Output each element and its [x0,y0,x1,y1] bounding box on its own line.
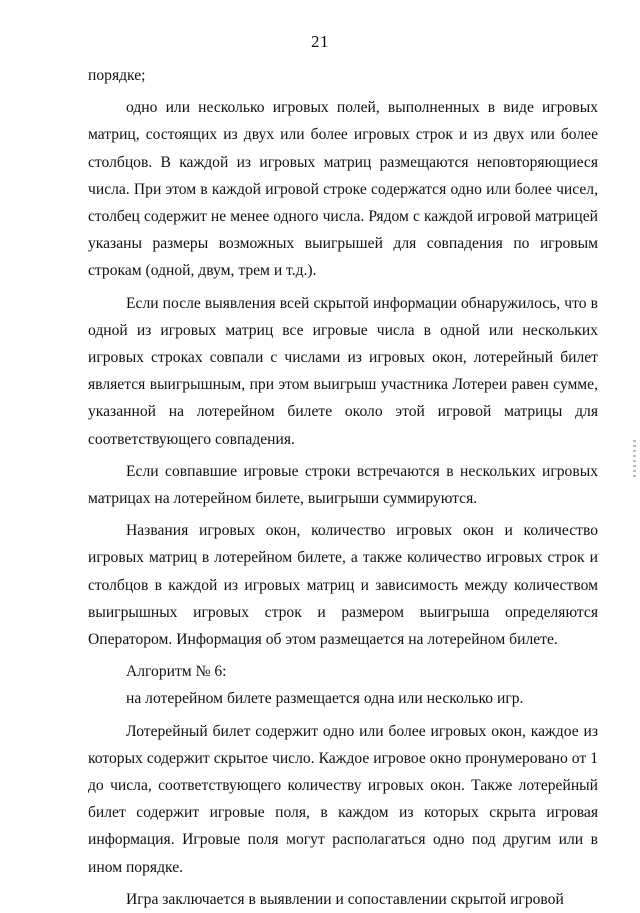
body-text [88,62,598,913]
paragraph: Игра заключается в выявлении и сопоставлении скрытой игровой [126,890,564,908]
paragraph: Если совпавшие игровые строки встречаются в нескольких игровых матрицах на лотерейном билете, выигрыши суммируются. [88,462,598,508]
paragraph: на лотерейном билете размещается одна или несколько игр. [126,690,524,708]
paragraph: одно или несколько игровых полей, выполненных в виде игровых матриц, состоящих из двух или более игровых строк и из двух или более столбцов. В каждой из игровых матриц размещаются неповторяющиеся числа. При этом в каждой игровой строке содержатся одно или более чисел, столбец содержит не менее одного числа. Рядом с каждой игровой матрицей указаны размеры возможных выигрышей для совпадения по игровым строкам (одной, двум, трем и т.д.). [88,99,598,280]
scan-edge-mark [633,440,636,480]
paragraph: порядке; [88,67,146,84]
page-number: 21 [311,32,329,51]
paragraph: Лотерейный билет содержит одно или более игровых окон, каждое из которых содержит скрытое число. Каждое игровое окно пронумеровано от 1 до числа, соответствующего количеству игровых окон. Также лотерейный билет содержит игровые поля, в каждом из которых скрыта игровая информация. Игровые поля могут располагаться одно под другим или в ином порядке. [88,722,598,876]
paragraph: Названия игровых окон, количество игровых окон и количество игровых матриц в лотерейном билете, а также количество игровых строк и столбцов в каждой из игровых матриц и зависимость между количеством выигрышных игровых строк и размером выигрыша определяются Оператором. Информация об этом размещается на лотерейном билете. [88,522,598,649]
algorithm-heading: Алгоритм № 6: [126,663,227,681]
paragraph: Если после выявления всей скрытой информации обнаружилось, что в одной из игровых матриц все игровые числа в одной или нескольких игровых строках совпали с числами из игровых окон, лотерейный билет является выигрышным, при этом выигрыш участника Лотереи равен сумме, указанной на лотерейном билете около этой игровой матрицы для соответствующего совпадения. [88,294,598,448]
